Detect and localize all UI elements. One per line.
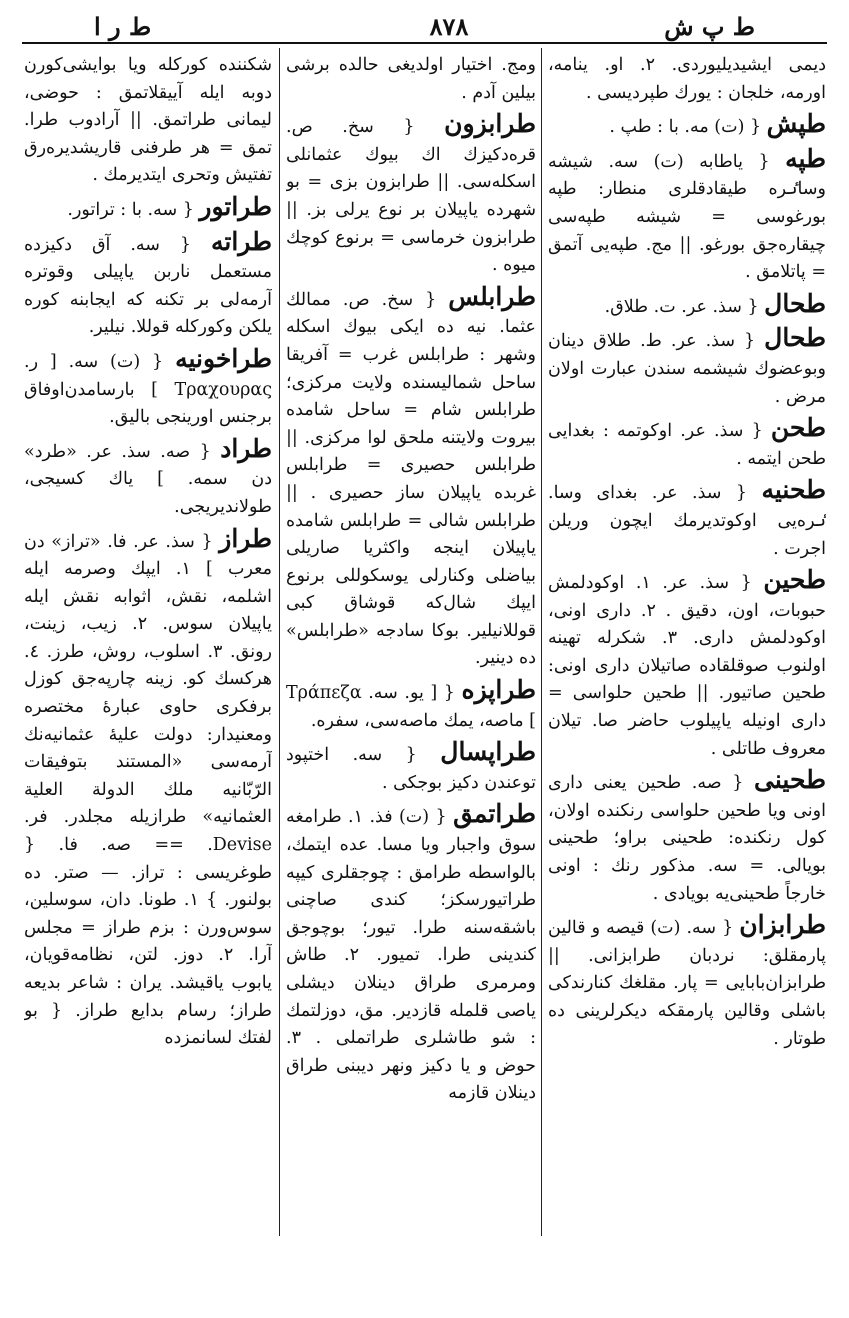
entry-definition: { سه. آق دکیزده مستعمل ناربن یاپیلی وقوتره آرمه‌لی بر تکنه که ایجابنه کوره یلکن وکورکله قوللا. نیلیر. <box>24 234 272 338</box>
entry-definition: { سخ. ص. قره‌دکیزك اك بیوك عثمانلی اسکله‌سی. || طرابزون بزی = بو شهرده یاپیلان بر نوع یرلی بز. || طرابزون خرماسی = برنوع کوچك میوه . <box>286 117 536 276</box>
entry-headword: طحال <box>764 323 826 353</box>
dictionary-entry <box>286 675 536 735</box>
entry-definition: { سه. با : تراتور. <box>67 199 194 220</box>
entry-headword: طپه <box>785 143 826 173</box>
header-rule <box>22 42 827 44</box>
column-middle <box>286 52 536 1232</box>
dictionary-entry <box>548 910 826 1053</box>
column-right <box>548 52 826 1232</box>
entry-headword: طراته <box>210 226 272 256</box>
entry-headword: طحنیه <box>761 475 826 505</box>
dictionary-entry <box>548 144 826 287</box>
dictionary-entry <box>548 323 826 411</box>
entry-definition: { یاطابه (ت) سه. شیشه وساٸره طیقادقلری منطار: طپه بورغوسی = شیشه طپه‌سی چیقاره‌جق بورغو. || مج. طپه‌یی آتمق = پاتلامق . <box>548 151 826 283</box>
entry-definition: { سخ. ص. ممالك عثما. نیه ده ایکی بیوك اسکله وشهر : طرابلس غرب = آفریقا ساحل شمالیسنده ولایت مرکزی؛ طرابلس شام = ساحل شامده بیروت ولایتنه ملحق لوا مرکزی. || طرابلس حصیری = طرابلس غربده یاپیلان ساز حصیری . || طرابلس شالی = طرابلس شامده یاپیلان اینجه واکثریا صاریلی بیاضلی وکنارلی یوسکوللی برنوع ایپك شال‌که قوشاق کبی قوللانیلیر. بوکا سادجه «طرابلس» ده دینیر. <box>286 289 536 669</box>
entry-headword: طپش <box>766 109 826 139</box>
entry-headword: طرابزان <box>739 910 826 940</box>
entry-headword: طراد <box>220 433 272 463</box>
entry-headword: طحینی <box>754 765 826 795</box>
dictionary-entry <box>286 799 536 1108</box>
entry-headword: طراز <box>219 523 272 553</box>
dictionary-entry <box>24 434 272 522</box>
entry-headword: طحن <box>770 413 826 443</box>
dictionary-entry <box>24 524 272 1053</box>
entry-definition: { سه. (ت) قیصه و قالین پارمقلق: نردبان طرابزانی. ||طرابزان‌بابایی = پار. مقلغك کنارندکی باشلی وقالین پارمقکه دیکرلرینی ده طوتار . <box>548 918 826 1049</box>
entry-definition: { سذ. عر. ت. طلاق. <box>604 296 759 317</box>
entry-definition: { سذ. عر. اوکوتمه : بغدایی طحن ایتمه . <box>548 421 826 469</box>
entry-definition: { صه. طحین یعنی داری اونی ویا طحین حلواسی رنکنده اولان، کول رنکنده: طحینی براو؛ طحینی بویالی. = سه. مذکور رنك : اونی خارجاً طحینی‌یه بویادی . <box>548 773 826 904</box>
entry-definition: شکننده کورکله ویا بوایشی‌کورن دوبه ایله آییقلاتمق : حوضی، لیمانی طراتمق. || آرادوب طرا. تمق = هر طرفنی قاریشدیره‌رق تفتیش وتحری ایتدیرمك . <box>24 55 272 186</box>
dictionary-entry <box>548 109 826 142</box>
header-left-keyword: ط ر ا <box>94 12 152 41</box>
entry-definition: { سذ. عر. فا. «تراز» دن معرب ] ۱. ایپك وصرمه ایله اشلمه، نقش، اثوابه نقش ایله یاپیلان سوس. ۲. زیب، زینت، رونق. ۳. اسلوب، روش، طرز. ٤. هرکسك کو. زینه چارپه‌جق کوزل برفکری حاوی عبارهٔ مختصره ومعنیدار: دولت علیهٔ عثمانیه‌نك آرمه‌سی «المستند بتوفیقات الرّبّانیه ملك الدولة العلیة العثمانیه» طرازیله مجلدر. فر. Devise. == صه. فا. { طوغریسی : تراز. — صتر. ده بولنور. } ۱. طونا. دان، سوسلین، سوس‌ورن : بزم طراز = مجلس آرا. ۲. دوز. لتن، نظامه‌قویان، یابوب یاقیشد. یران : شاعر بدیعه طراز؛ رسام بدایع طراز. { بو لفتك لسانمزده <box>24 531 272 1049</box>
dictionary-entry <box>286 737 536 797</box>
entry-definition: { سه. اختپود توعندن دکیز بوجکی . <box>286 745 536 793</box>
header-right-keyword: ط پ ش <box>664 12 755 41</box>
dictionary-entry <box>548 475 826 563</box>
dictionary-entry <box>286 109 536 280</box>
entry-definition: { [ یو. سه. Τράπεζα ] ماصه، یمك ماصه‌سی، سفره. <box>286 683 536 731</box>
entry-definition: { سذ. عر. ۱. اوکودلمش حبوبات، اون، دقیق . ۲. داری اونی، اوکودلمش داری. ۳. شکرله تهینه اولنوب صوقلقاده صاتیلان داری اونی: طحین صاتیور. || طحین حلواسی = داری اونیله یاپیلوب حاضر صا. تیلان معروف طاتلی . <box>548 573 826 759</box>
page-header <box>24 8 825 44</box>
entry-definition: { سذ. عر. ط. طلاق دینان وبوعضوك شیشمه سندن عبارت اولان مرض . <box>548 331 826 407</box>
entry-headword: طرابزون <box>444 109 536 139</box>
entry-definition: { (ت) فذ. ۱. طرامغه سوق واجبار ویا مسا. عده ایتمك، بالواسطه طرامق : چوجقلری کیپه طراتیورسکز؛ کندی صاچنی باشقه‌سنه طرا. تیور؛ بوچوجق کندینی طرا. تمیور. ۲. طاش ومرمری طراق دینلان دیشلی یاصی قلمله قازدیر. مق، دوزلتمك : شو طاشلری طراتملی . ۳. حوض و یا دکیز ونهر دیبنی طراق دینلان قازمه <box>286 807 536 1104</box>
dictionary-entry <box>24 227 272 342</box>
dictionary-entry <box>548 565 826 763</box>
dictionary-entry <box>24 192 272 225</box>
dictionary-entry <box>286 52 536 107</box>
entry-headword: طراتور <box>199 191 272 221</box>
entry-definition: { (ت) مه. با : طپ . <box>609 117 762 138</box>
entry-headword: طراتمق <box>453 799 536 829</box>
entry-headword: طراخونیه <box>175 343 272 373</box>
dictionary-entry <box>548 289 826 322</box>
dictionary-entry <box>24 344 272 432</box>
dictionary-entry <box>548 765 826 908</box>
page-number: ۸۷۸ <box>429 12 469 41</box>
entry-headword: طرابلس <box>448 281 536 311</box>
column-divider-left <box>279 48 280 1236</box>
entry-headword: طحین <box>763 565 826 595</box>
dictionary-entry <box>548 413 826 473</box>
entry-definition: { صه. سذ. عر. «طرد» دن سمه. ] یاك کسیجی، طولاندیریجی. <box>24 441 272 517</box>
column-divider-right <box>541 48 542 1236</box>
entry-headword: طراپزه <box>461 675 536 705</box>
entry-definition: ومج. اختیار اولدیغی حالده برشی بیلین آدم . <box>286 55 536 103</box>
dictionary-entry <box>548 52 826 107</box>
entry-headword: طحال <box>764 288 826 318</box>
dictionary-entry <box>286 282 536 673</box>
entry-definition: { (ت) سه. [ ر. Τραχουρας ] بارسامدن‌اوفاق برجنس اورینجی بالیق. <box>24 351 272 428</box>
entry-headword: طراپسال <box>440 737 536 767</box>
entry-definition: { سذ. عر. بغدای وسا. ٸره‌یی اوکوتدیرمك ایچون وریلن اجرت . <box>548 483 826 559</box>
dictionary-entry <box>24 52 272 190</box>
column-left <box>24 52 272 1232</box>
entry-definition: دیمی ایشیدیلیوردی. ۲. او. ینامه، اورمه، خلجان : یورك طپردیسی . <box>548 55 826 103</box>
